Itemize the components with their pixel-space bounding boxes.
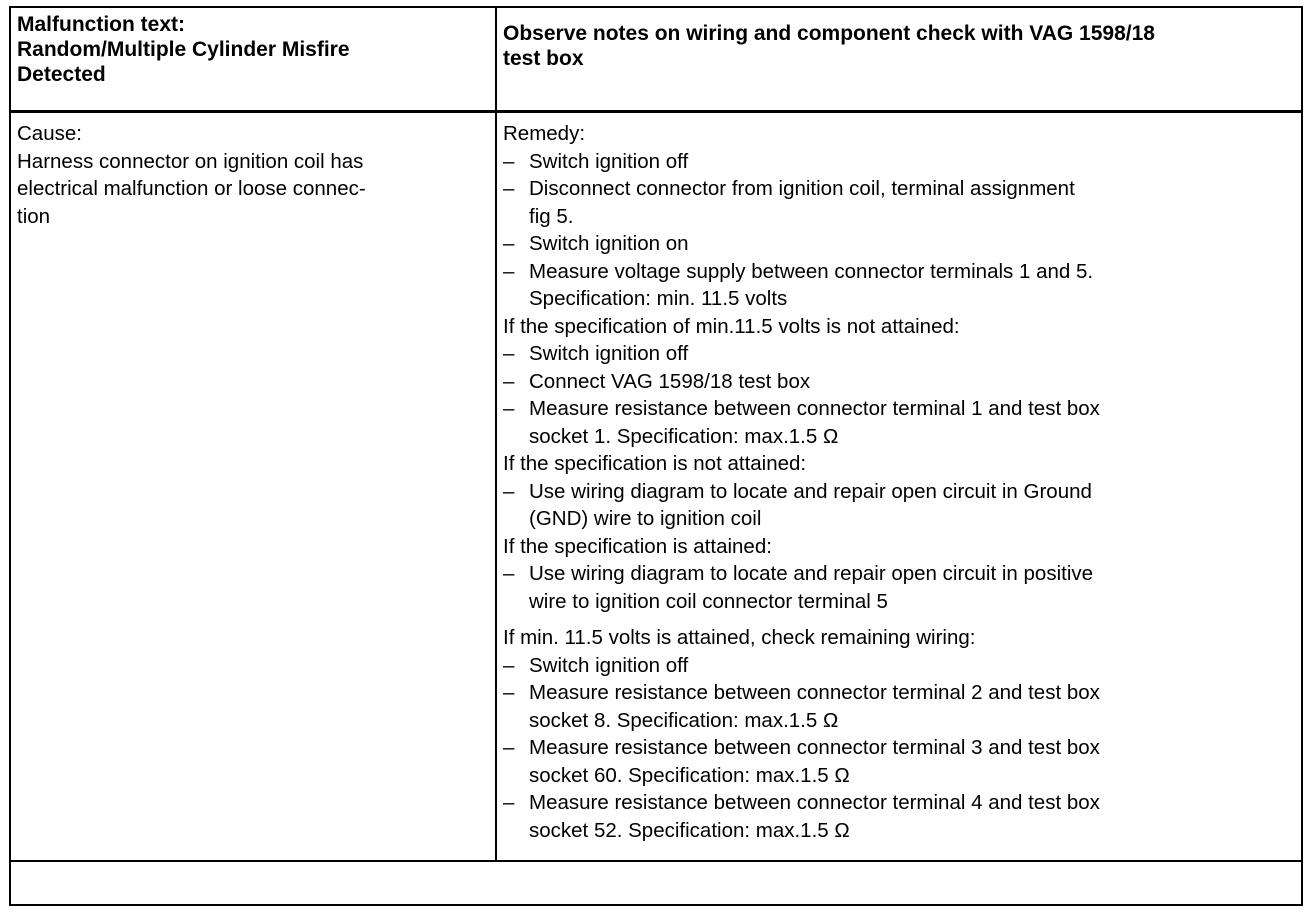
remedy-cell — [503, 120, 1293, 844]
remedy-step — [503, 395, 1293, 450]
remedy-step-line: socket 52. Specification: max.1.5 Ω — [529, 818, 850, 842]
remedy-step-line: Measure voltage supply between connector terminals 1 and 5. — [529, 259, 1094, 283]
footer-divider — [11, 860, 1301, 862]
dash-bullet: – — [503, 681, 515, 704]
column-divider — [495, 8, 497, 860]
remedy-step-line: Switch ignition on — [529, 232, 689, 255]
remedy-step — [503, 789, 1293, 844]
remedy-step-line: Measure resistance between connector terminal 1 and test box — [529, 397, 1100, 420]
remedy-steps-group — [503, 340, 1293, 450]
remedy-step — [503, 148, 1293, 176]
dash-bullet: – — [503, 259, 515, 283]
dash-bullet: – — [503, 653, 515, 677]
remedy-step-line: Disconnect connector from ignition coil, terminal assignment — [529, 177, 1075, 200]
remedy-step — [503, 478, 1293, 533]
malfunction-header-line: Random/Multiple Cylinder Misfire — [17, 38, 350, 61]
remedy-steps-group — [503, 652, 1293, 845]
remedy-step — [503, 340, 1293, 368]
remedy-step-line: Measure resistance between connector terminal 3 and test box — [529, 736, 1100, 759]
remedy-step-line: fig 5. — [529, 204, 574, 228]
condition-text: If min. 11.5 volts is attained, check remaining wiring: — [503, 626, 976, 649]
remedy-step-line: Switch ignition off — [529, 149, 689, 173]
remedy-step-line: (GND) wire to ignition coil — [529, 507, 762, 530]
notes-header — [503, 21, 1293, 71]
remedy-step — [503, 560, 1293, 615]
notes-header-line: Observe notes on wiring and component check with VAG 1598/18 — [503, 22, 1155, 45]
cause-text-line: electrical malfunction or loose connec- — [17, 177, 366, 200]
malfunction-header — [17, 12, 487, 87]
remedy-step-line: Measure resistance between connector terminal 2 and test box — [529, 681, 1100, 704]
dash-bullet: – — [503, 342, 515, 365]
remedy-step-line: wire to ignition coil connector terminal 5 — [529, 589, 888, 613]
malfunction-header-line: Malfunction text: — [17, 13, 185, 36]
condition-text: If the specification is attained: — [503, 534, 772, 558]
remedy-steps-group — [503, 148, 1293, 313]
remedy-step — [503, 652, 1293, 680]
malfunction-header-line: Detected — [17, 63, 106, 86]
remedy-step-line: Switch ignition off — [529, 342, 689, 365]
cause-label: Cause: — [17, 122, 82, 145]
malfunction-table — [9, 6, 1303, 906]
condition-text: If the specification is not attained: — [503, 452, 807, 475]
condition-text: If the specification of min.11.5 volts is not attained: — [503, 314, 960, 338]
remedy-step-line: Use wiring diagram to locate and repair open circuit in positive — [529, 562, 1094, 585]
remedy-step-line: Measure resistance between connector terminal 4 and test box — [529, 791, 1100, 814]
remedy-step — [503, 679, 1293, 734]
cause-text-line: Harness connector on ignition coil has — [17, 149, 364, 173]
remedy-step-line: Connect VAG 1598/18 test box — [529, 369, 811, 393]
cause-cell — [17, 120, 487, 230]
remedy-step — [503, 368, 1293, 396]
remedy-step — [503, 230, 1293, 258]
remedy-step-line: Use wiring diagram to locate and repair open circuit in Ground — [529, 479, 1092, 503]
remedy-step-line: socket 1. Specification: max.1.5 Ω — [529, 424, 839, 448]
remedy-step — [503, 258, 1293, 313]
dash-bullet: – — [503, 479, 515, 503]
cause-text-line: tion — [17, 204, 51, 228]
spacer — [503, 615, 1293, 624]
dash-bullet: – — [503, 177, 515, 200]
remedy-step — [503, 175, 1293, 230]
dash-bullet: – — [503, 232, 515, 255]
remedy-step-line: socket 8. Specification: max.1.5 Ω — [529, 708, 839, 732]
dash-bullet: – — [503, 736, 515, 759]
remedy-step-line: Switch ignition off — [529, 653, 689, 677]
dash-bullet: – — [503, 369, 515, 393]
dash-bullet: – — [503, 397, 515, 420]
remedy-label: Remedy: — [503, 122, 586, 145]
remedy-steps-group — [503, 560, 1293, 615]
remedy-step — [503, 734, 1293, 789]
dash-bullet: – — [503, 791, 515, 814]
header-divider — [11, 110, 1301, 113]
dash-bullet: – — [503, 149, 515, 173]
remedy-step-line: socket 60. Specification: max.1.5 Ω — [529, 763, 850, 787]
remedy-step-line: Specification: min. 11.5 volts — [529, 287, 788, 310]
notes-header-line: test box — [503, 47, 584, 70]
dash-bullet: – — [503, 562, 515, 585]
remedy-steps-group — [503, 478, 1293, 533]
